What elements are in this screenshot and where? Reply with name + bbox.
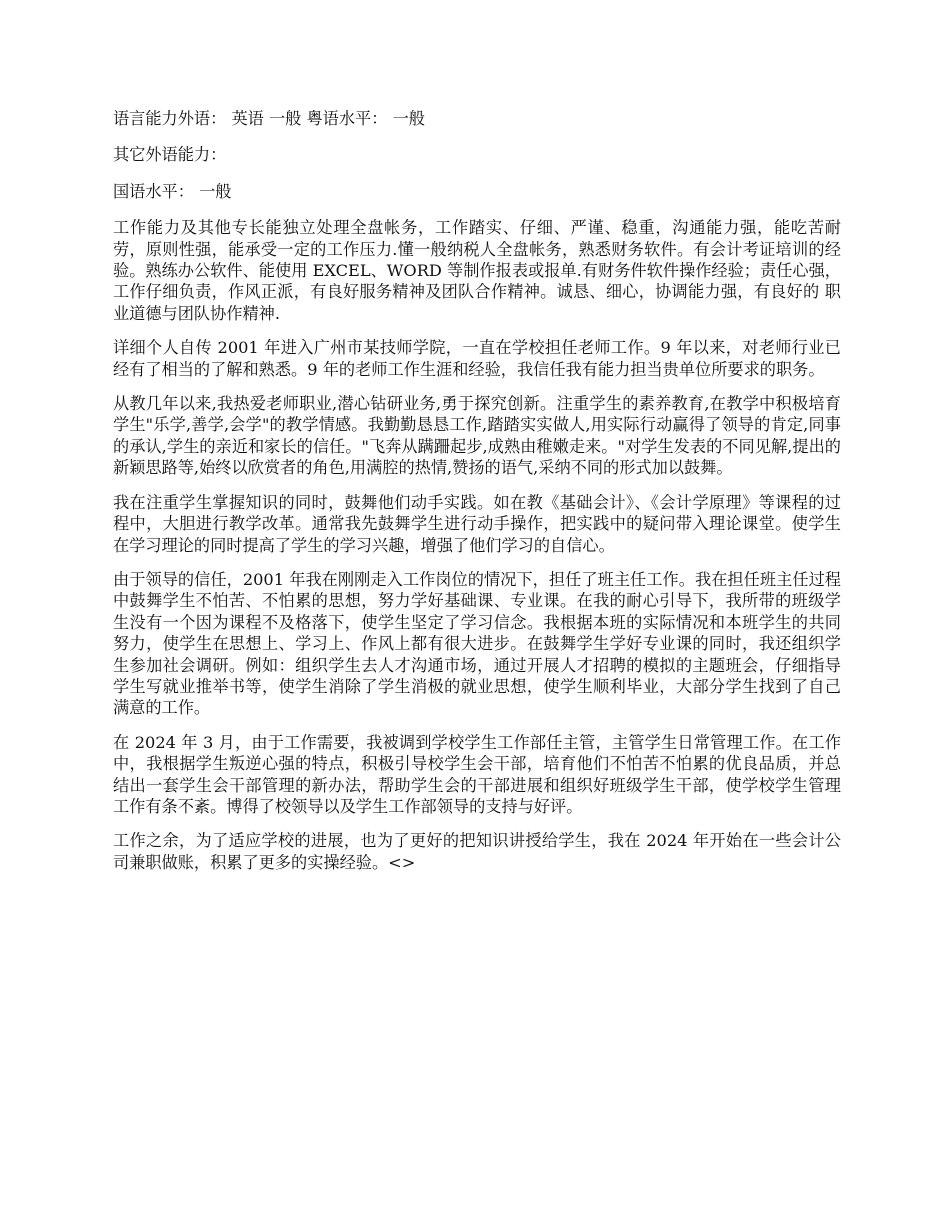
student-affairs-paragraph: 在 2024 年 3 月，由于工作需要，我被调到学校学生工作部任主管，主管学生日常管理工作。在工作中，我根据学生叛逆心强的特点，积极引导校学生会干部，培育他们不怕苦不怕累的优良品质，并总结出一套学生会干部管理的新办法，帮助学生会的干部进展和组织好班级学生干部，使学校学生管理工作有条不紊。博得了校领导以及学生工作部领导的支持与好评。 <box>113 732 841 816</box>
autobiography-paragraph: 详细个人自传 2001 年进入广州市某技师学院，一直在学校担任老师工作。9 年以来，对老师行业已经有了相当的了解和熟悉。9 年的老师工作生涯和经验，我信任我有能力担当贵单位所要求的职务。 <box>113 338 841 379</box>
document-body <box>113 108 841 886</box>
mandarin-level-line: 国语水平： 一般 <box>113 181 232 201</box>
other-language-line: 其它外语能力： <box>113 145 227 165</box>
practice-teaching-paragraph: 我在注重学生掌握知识的同时，鼓舞他们动手实践。如在教《基础会计》、《会计学原理》等课程的过程中，大胆进行教学改革。通常我先鼓舞学生进行动手操作，把实践中的疑问带入理论课堂。使学生在学习理论的同时提高了学生的学习兴趣，增强了他们学习的自信心。 <box>113 492 841 555</box>
language-ability-line: 语言能力外语： 英语 一般 粤语水平： 一般 <box>113 109 425 128</box>
work-ability-paragraph: 工作能力及其他专长能独立处理全盘帐务，工作踏实、仔细、严谨、稳重，沟通能力强，能吃苦耐劳，原则性强，能承受一定的工作压力.懂一般纳税人全盘帐务，熟悉财务软件。有会计考证培训的经验。熟练办公软件、能使用 EXCEL、WORD 等制作报表或报单.有财务件软件操作经验；责任心强，工作仔细负责，作风正派，有良好服务精神及团队合作精神。诚恳、细心，协调能力强，有良好的 职业道德与团队协作精神. <box>113 218 841 323</box>
teaching-philosophy-paragraph: 从教几年以来,我热爱老师职业,潜心钻研业务,勇于探究创新。注重学生的素养教育,在教学中积极培育学生"乐学,善学,会学"的教学情感。我勤勤恳恳工作,踏踏实实做人,用实际行动赢得了领导的肯定,同事的承认,学生的亲近和家长的信任。"飞奔从蹒跚起步,成熟由稚嫩走来。"对学生发表的不同见解,提出的新颖思路等,始终以欣赏者的角色,用满腔的热情,赞扬的语气,采纳不同的形式加以鼓舞。 <box>113 394 841 478</box>
part-time-work-paragraph: 工作之余，为了适应学校的进展，也为了更好的把知识讲授给学生，我在 2024 年开始在一些会计公司兼职做账，积累了更多的实操经验。<> <box>113 831 841 872</box>
class-teacher-paragraph: 由于领导的信任，2001 年我在刚刚走入工作岗位的情况下，担任了班主任工作。我在担任班主任过程中鼓舞学生不怕苦、不怕累的思想，努力学好基础课、专业课。在我的耐心引导下，我所带的班级学生没有一个因为课程不及格落下，使学生坚定了学习信念。我根据本班的实际情况和本班学生的共同努力，使学生在思想上、学习上、作风上都有很大进步。在鼓舞学生学好专业课的同时，我还组织学生参加社会调研。例如：组织学生去人才沟通市场，通过开展人才招聘的模拟的主题班会，仔细指导学生写就业推举书等，使学生消除了学生消极的就业思想，使学生顺利毕业，大部分学生找到了自己满意的工作。 <box>113 569 841 718</box>
